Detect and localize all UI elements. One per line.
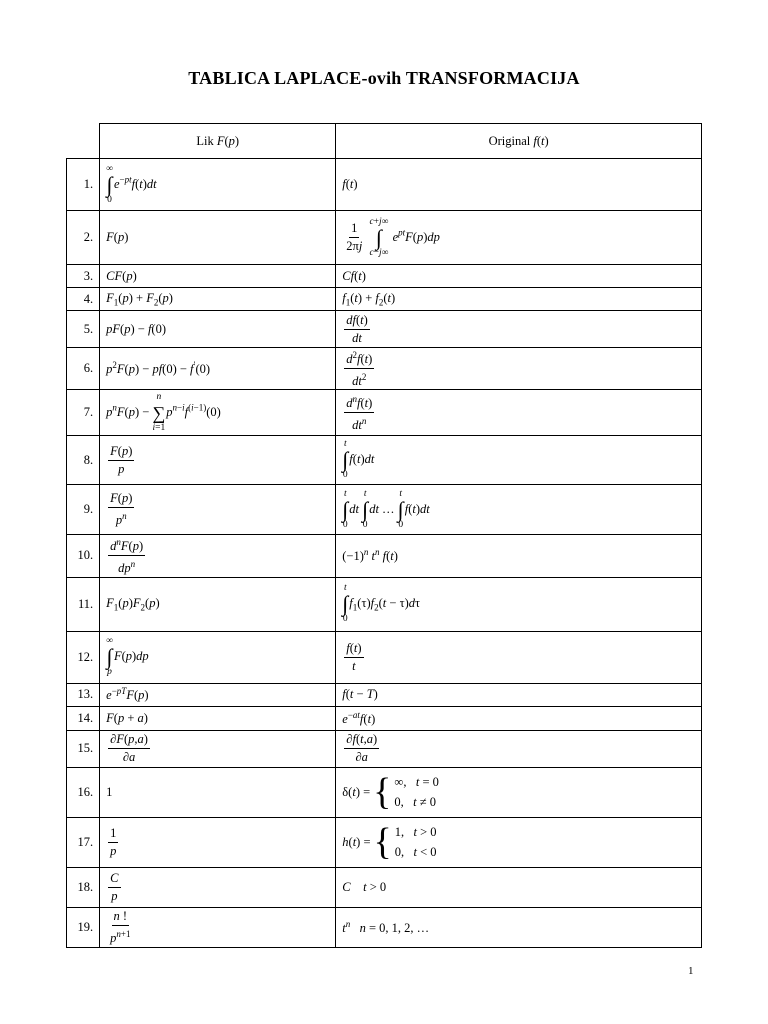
table-row	[67, 348, 702, 390]
row-number: 11.	[67, 577, 100, 631]
table-row	[67, 867, 702, 907]
lik-formula: F(p)	[100, 211, 336, 265]
row-number: 3.	[67, 265, 100, 288]
table-row	[67, 159, 702, 211]
lik-formula: $e^{-pT}F(p)$	[100, 683, 336, 706]
original-formula: $\frac{1}{2\pi j}$ c+j∞ ∫ c−j∞ $e^{pt}F(p)dp$	[336, 211, 702, 265]
original-formula: t ∫ 0 dt t ∫ 0 dt … t ∫ 0 f(t)dt	[336, 485, 702, 535]
original-formula: $e^{-at}f(t)$	[336, 706, 702, 730]
lik-formula: $\frac{F(p)}{p}$	[100, 436, 336, 485]
lik-formula: ∞ ∫ 0 $e^{-pt}f(t)dt$	[100, 159, 336, 211]
row-number: 19.	[67, 907, 100, 947]
lik-formula: CF(p)	[100, 265, 336, 288]
row-number: 4.	[67, 288, 100, 311]
row-number: 17.	[67, 817, 100, 867]
lik-formula: $\frac{C}{p}$	[100, 867, 336, 907]
table-header-row	[67, 124, 702, 159]
table-row	[67, 730, 702, 767]
header-original: Original f(t)	[336, 124, 702, 159]
row-number: 16.	[67, 767, 100, 817]
row-number: 13.	[67, 683, 100, 706]
row-number: 14.	[67, 706, 100, 730]
original-formula: C t > 0	[336, 867, 702, 907]
original-formula: $f_1(t) + f_2(t)$	[336, 288, 702, 311]
lik-formula: $F_1(p) + F_2(p)$	[100, 288, 336, 311]
laplace-transform-table	[66, 123, 702, 948]
page-title: TABLICA LAPLACE-ovih TRANSFORMACIJA	[188, 68, 580, 88]
table-row	[67, 436, 702, 485]
table-row	[67, 390, 702, 436]
original-formula: $(-1)^n$ $t^n$ f(t)	[336, 535, 702, 577]
row-number: 8.	[67, 436, 100, 485]
lik-formula: pF(p) − f(0)	[100, 311, 336, 348]
table-row	[67, 706, 702, 730]
original-formula: $t^n$ n = 0, 1, 2, …	[336, 907, 702, 947]
table-row	[67, 577, 702, 631]
lik-formula: $\frac{F(p)}{p^n}$	[100, 485, 336, 535]
original-formula: $\frac{f(t)}{t}$	[336, 631, 702, 683]
row-number: 7.	[67, 390, 100, 436]
original-formula: $\frac{df(t)}{dt}$	[336, 311, 702, 348]
original-formula: f(t − T)	[336, 683, 702, 706]
lik-formula: $\frac{\partial F(p,a)}{\partial a}$	[100, 730, 336, 767]
table-row	[67, 767, 702, 817]
original-formula: $\frac{d^2f(t)}{dt^2}$	[336, 348, 702, 390]
row-number: 12.	[67, 631, 100, 683]
lik-formula: 1	[100, 767, 336, 817]
lik-formula: $F_1(p)F_2(p)$	[100, 577, 336, 631]
original-formula: $\frac{d^nf(t)}{dt^n}$	[336, 390, 702, 436]
original-formula: Cf(t)	[336, 265, 702, 288]
table-row	[67, 535, 702, 577]
lik-formula: $p^2F(p) - pf(0) - f'(0)$	[100, 348, 336, 390]
original-formula: $\frac{\partial f(t,a)}{\partial a}$	[336, 730, 702, 767]
table-row	[67, 817, 702, 867]
lik-formula: $\frac{1}{p}$	[100, 817, 336, 867]
table-row	[67, 211, 702, 265]
lik-formula: $p^nF(p)$ − n ∑ i=1 $p^{n-i}f^{(i-1)}(0)$	[100, 390, 336, 436]
lik-formula: F(p + a)	[100, 706, 336, 730]
table-row	[67, 265, 702, 288]
row-number: 10.	[67, 535, 100, 577]
row-number: 15.	[67, 730, 100, 767]
original-formula: f(t)	[336, 159, 702, 211]
row-number: 1.	[67, 159, 100, 211]
original-formula: t ∫ 0 $f_1(\tau)f_2(t - \tau)d\tau$	[336, 577, 702, 631]
row-number: 18.	[67, 867, 100, 907]
table-row	[67, 311, 702, 348]
table-row	[67, 683, 702, 706]
page-number: 1	[688, 965, 694, 977]
original-formula: h ( t ) = { 1, t > 0 0, t < 0	[336, 817, 702, 867]
lik-formula: ∞ ∫ p F(p)dp	[100, 631, 336, 683]
row-number: 9.	[67, 485, 100, 535]
lik-formula: $\frac{d^nF(p)}{dp^n}$	[100, 535, 336, 577]
table-row	[67, 907, 702, 947]
row-number: 6.	[67, 348, 100, 390]
header-corner	[67, 124, 100, 159]
header-lik: Lik F(p)	[100, 124, 336, 159]
table-row	[67, 631, 702, 683]
lik-formula: $\frac{n !}{p^{n+1}}$	[100, 907, 336, 947]
original-formula: t ∫ 0 f(t)dt	[336, 436, 702, 485]
table-row	[67, 485, 702, 535]
row-number: 2.	[67, 211, 100, 265]
table-row	[67, 288, 702, 311]
row-number: 5.	[67, 311, 100, 348]
original-formula: δ( t ) = { ∞, t = 0 0, t ≠ 0	[336, 767, 702, 817]
